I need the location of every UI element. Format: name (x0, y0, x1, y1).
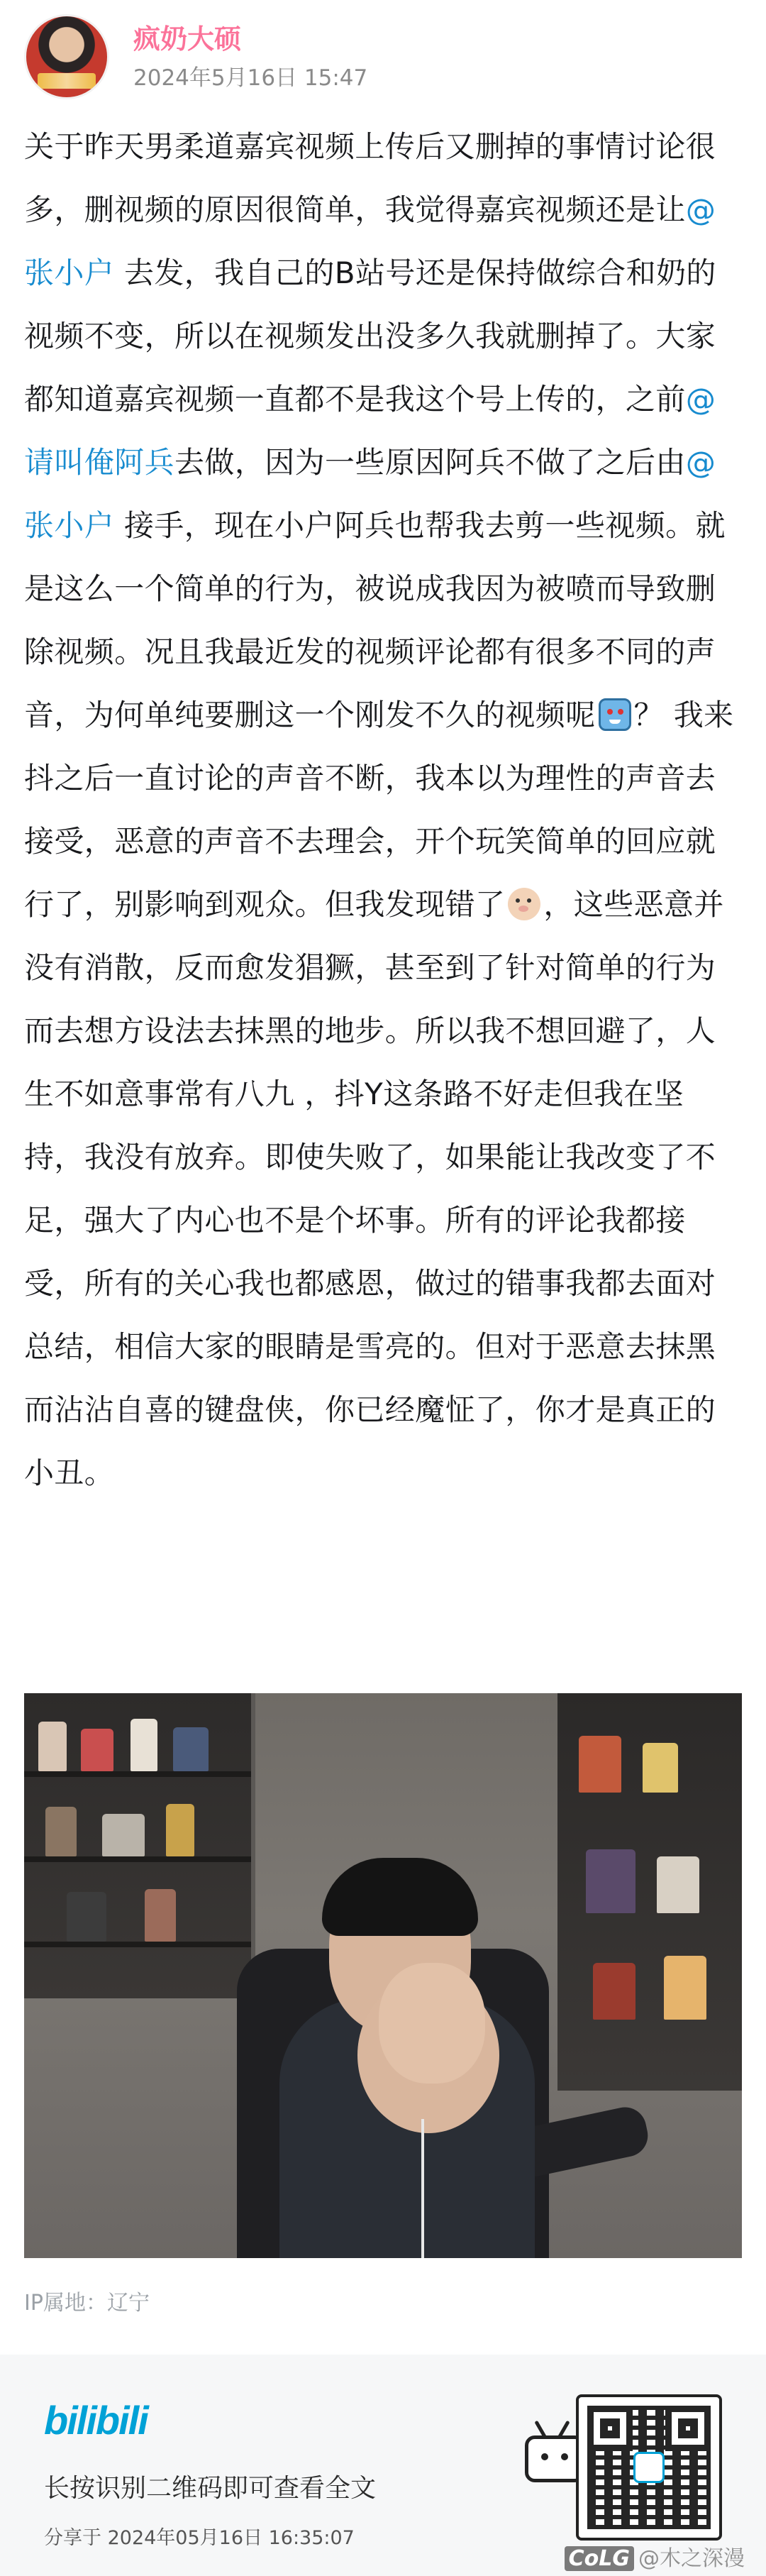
user-mention-link[interactable]: @张小户 (24, 192, 716, 290)
dog-face-emoji (508, 888, 540, 920)
pointing-hand (379, 1963, 485, 2084)
bilibili-logo: bilibili (44, 2398, 148, 2443)
post-photo[interactable] (24, 1693, 742, 2258)
user-mention-link[interactable]: @请叫俺阿兵 (24, 382, 716, 480)
post-text: ，这些恶意并没有消散，反而愈发猖獗，甚至到了针对简单的行为而去想方设法去抹黑的地步。所以我不想回避了，人生不如意事常有八九 ，抖Y这条路不好走但我在坚持，我没有放弃。即使失败了，如果能让我改变了不足，强大了内心也不是个坏事。所有的评论我都接受，所有的关心我也都感恩，做过的错事我都去面对总结，相信大家的眼睛是雪亮的。但对于恶意去抹黑而沾沾自喜的键盘侠，你已经魔怔了，你才是真正的小丑。 (24, 887, 724, 1490)
qr-code[interactable] (576, 2394, 722, 2541)
post-time: 2024年5月16日 15:47 (133, 65, 368, 91)
avatar[interactable] (24, 14, 109, 99)
post-text: 关于昨天男柔道嘉宾视频上传后又删掉的事情讨论很多，删视频的原因很简单，我觉得嘉宾视频还是让 (24, 129, 716, 227)
share-footer (0, 2355, 766, 2576)
post-header (24, 14, 742, 99)
tv-face-emoji (599, 698, 631, 731)
post-text: 去发，我自己的B站号还是保持做综合和奶的视频不变，所以在视频发出没多久我就删掉了。大家都知道嘉宾视频一直都不是我这个号上传的，之前 (24, 255, 716, 417)
author-name[interactable]: 疯奶大硕 (133, 23, 242, 55)
post-body (24, 115, 742, 1504)
post-text: ？ 我来抖之后一直讨论的声音不断，我本以为理性的声音去接受，恶意的声音不去理会，开个玩笑简单的回应就行了，别影响到观众。但我发现错了 (24, 698, 734, 922)
share-time: 分享于 2024年05月16日 16:35:07 (44, 2527, 355, 2549)
shelf-right (557, 1693, 742, 2091)
post-text: 去做，因为一些原因阿兵不做了之后由 (174, 445, 686, 480)
qr-logo-icon (633, 2452, 665, 2483)
ip-location: IP属地：辽宁 (24, 2291, 150, 2316)
shelf-left (24, 1693, 251, 1998)
watermark: CoLG @木之深漫 (565, 2541, 745, 2572)
user-mention-link[interactable]: @张小户 (24, 445, 716, 543)
post-text: 接手，现在小户阿兵也帮我去剪一些视频。就是这么一个简单的行为，被说成我因为被喷而导致删除视频。况且我最近发的视频评论都有很多不同的声音，为何单纯要删这一个刚发不久的视频呢 (24, 508, 726, 732)
qr-tip: 长按识别二维码即可查看全文 (44, 2474, 377, 2503)
